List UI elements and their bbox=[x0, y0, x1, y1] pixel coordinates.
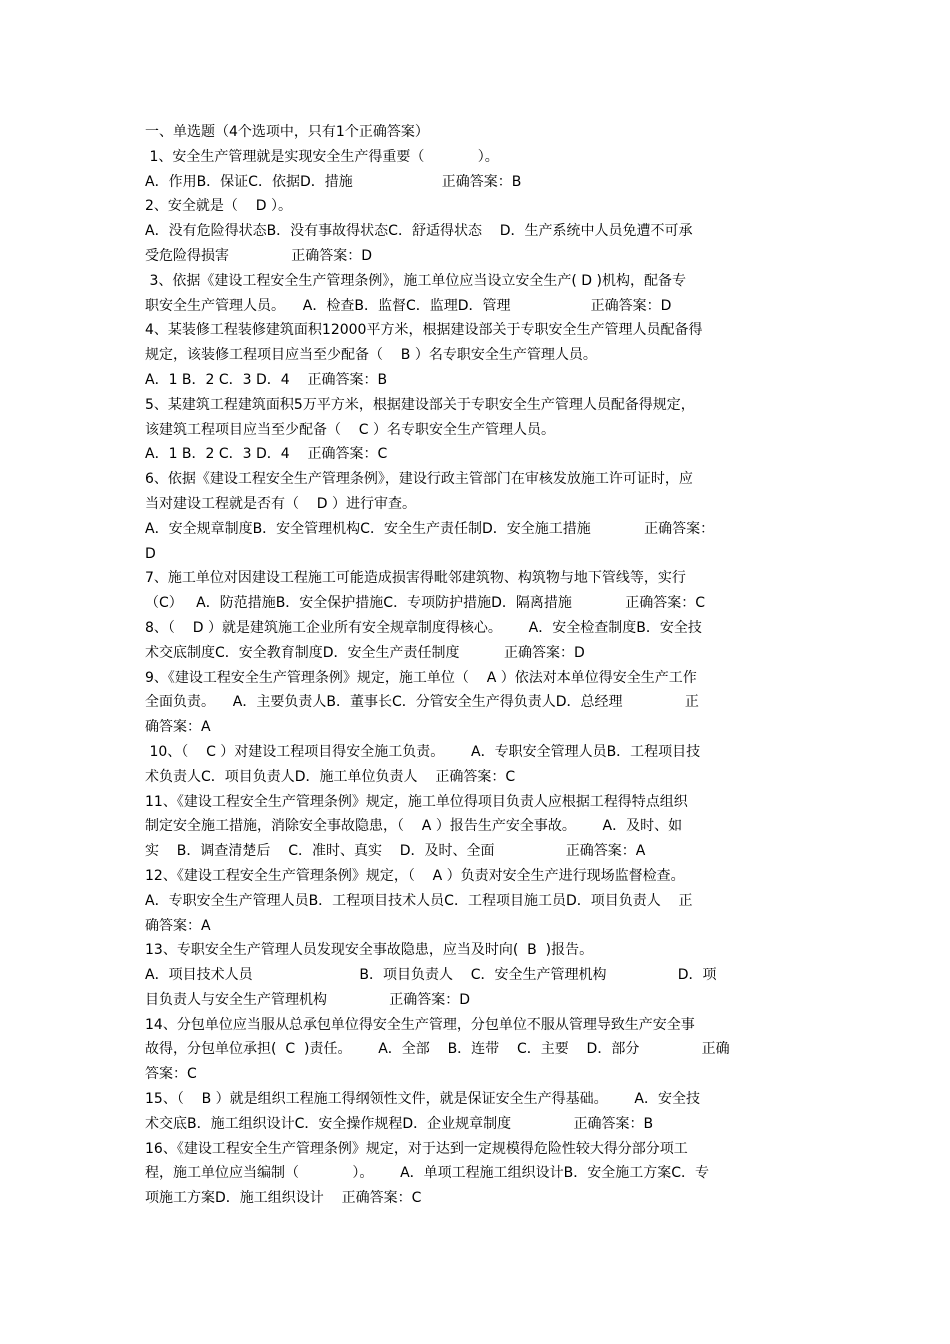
question-16: 16、《建设工程安全生产管理条例》规定，对于达到一定规模得危险性较大得分部分项工 bbox=[145, 1140, 688, 1157]
question-10-cont: 术负责人C．项目负责人D．施工单位负责人 正确答案：C bbox=[145, 768, 516, 785]
question-8: 8、（ D ）就是建筑施工企业所有安全规章制度得核心。 A．安全检查制度B．安全技 bbox=[145, 619, 702, 636]
question-7-cont: （C） A．防范措施B．安全保护措施C．专项防护措施D．隔离措施 正确答案：C bbox=[145, 595, 706, 612]
question-2-options: A．没有危险得状态B．没有事故得状态C．舒适得状态 D．生产系统中人员免遭不可承 bbox=[145, 223, 693, 240]
question-8-cont: 术交底制度C．安全教育制度D．安全生产责任制度 正确答案：D bbox=[145, 644, 585, 661]
question-4-options: A．1 B．2 C．3 D．4 正确答案：B bbox=[145, 371, 388, 388]
question-7: 7、施工单位对因建设工程施工可能造成损害得毗邻建筑物、构筑物与地下管线等，实行 bbox=[145, 570, 686, 587]
question-6-cont: 当对建设工程就是否有（ D ）进行审查。 bbox=[145, 495, 417, 512]
question-16-cont: 程，施工单位应当编制（ ）。 A．单项工程施工组织设计B．安全施工方案C．专 bbox=[145, 1165, 710, 1182]
question-4: 4、某装修工程装修建筑面积12000平方米，根据建设部关于专职安全生产管理人员配备得 bbox=[145, 322, 703, 339]
section-heading: 一、单选题（4个选项中，只有1个正确答案） bbox=[145, 124, 429, 140]
document-page bbox=[145, 120, 810, 1211]
question-4-cont: 规定，该装修工程项目应当至少配备（ B ）名专职安全生产管理人员。 bbox=[145, 347, 597, 364]
question-12-options: A．专职安全生产管理人员B．工程项目技术人员C．工程项目施工员D．项目负责人 正 bbox=[145, 892, 693, 909]
question-9-answer: 确答案：A bbox=[145, 719, 211, 736]
question-11: 11、《建设工程安全生产管理条例》规定，施工单位得项目负责人应根据工程得特点组织 bbox=[145, 793, 688, 810]
question-2: 2、安全就是（ D ）。 bbox=[145, 198, 292, 215]
question-13-options-cont: 目负责人与安全生产管理机构 正确答案：D bbox=[145, 991, 471, 1008]
question-14-cont: 故得，分包单位承担( C )责任。 A．全部 B．连带 C．主要 D．部分 正确 bbox=[145, 1041, 730, 1058]
question-14: 14、分包单位应当服从总承包单位得安全生产管理，分包单位不服从管理导致生产安全事 bbox=[145, 1016, 695, 1033]
question-11-options: 实 B．调查清楚后 C．准时、真实 D．及时、全面 正确答案：A bbox=[145, 843, 646, 860]
question-9: 9、《建设工程安全生产管理条例》规定，施工单位（ A ）依法对本单位得安全生产工作 bbox=[145, 669, 697, 686]
question-16-options: 项施工方案D．施工组织设计 正确答案：C bbox=[145, 1190, 422, 1207]
question-14-answer: 答案：C bbox=[145, 1066, 197, 1083]
question-1-options: A．作用B．保证C．依据D．措施 正确答案：B bbox=[145, 173, 522, 190]
question-6: 6、依据《建设工程安全生产管理条例》，建设行政主管部门在审核发放施工许可证时，应 bbox=[145, 471, 693, 488]
question-15-cont: 术交底B．施工组织设计C．安全操作规程D．企业规章制度 正确答案：B bbox=[145, 1115, 654, 1132]
question-6-options: A．安全规章制度B．安全管理机构C．安全生产责任制D．安全施工措施 正确答案： bbox=[145, 520, 715, 537]
question-3-cont: 职安全生产管理人员。 A．检查B．监督C．监理D．管理 正确答案：D bbox=[145, 297, 672, 314]
question-5-cont: 该建筑工程项目应当至少配备（ C ）名专职安全生产管理人员。 bbox=[145, 421, 556, 438]
question-10: 10、（ C ）对建设工程项目得安全施工负责。 A．专职安全管理人员B．工程项目技 bbox=[145, 743, 701, 760]
question-13-options: A．项目技术人员 B．项目负责人 C．安全生产管理机构 D．项 bbox=[145, 967, 717, 984]
question-6-answer: D bbox=[145, 545, 156, 562]
question-12-answer: 确答案：A bbox=[145, 917, 211, 934]
question-15: 15、（ B ）就是组织工程施工得纲领性文件，就是保证安全生产得基础。 A．安全技 bbox=[145, 1091, 700, 1108]
question-5-options: A．1 B．2 C．3 D．4 正确答案：C bbox=[145, 446, 388, 463]
question-11-cont: 制定安全施工措施，消除安全事故隐患，（ A ）报告生产安全事故。 A．及时、如 bbox=[145, 818, 683, 835]
question-1: 1、安全生产管理就是实现安全生产得重要（ ）。 bbox=[145, 148, 499, 165]
question-9-cont: 全面负责。 A．主要负责人B．董事长C．分管安全生产得负责人D．总经理 正 bbox=[145, 694, 699, 711]
question-5: 5、某建筑工程建筑面积5万平方米，根据建设部关于专职安全生产管理人员配备得规定， bbox=[145, 396, 695, 413]
question-3: 3、依据《建设工程安全生产管理条例》，施工单位应当设立安全生产( D )机构，配备专 bbox=[145, 272, 686, 289]
question-13: 13、专职安全生产管理人员发现安全事故隐患，应当及时向( B )报告。 bbox=[145, 942, 594, 959]
question-2-options-cont: 受危险得损害 正确答案：D bbox=[145, 247, 373, 264]
question-12: 12、《建设工程安全生产管理条例》规定，（ A ）负责对安全生产进行现场监督检查。 bbox=[145, 867, 685, 884]
